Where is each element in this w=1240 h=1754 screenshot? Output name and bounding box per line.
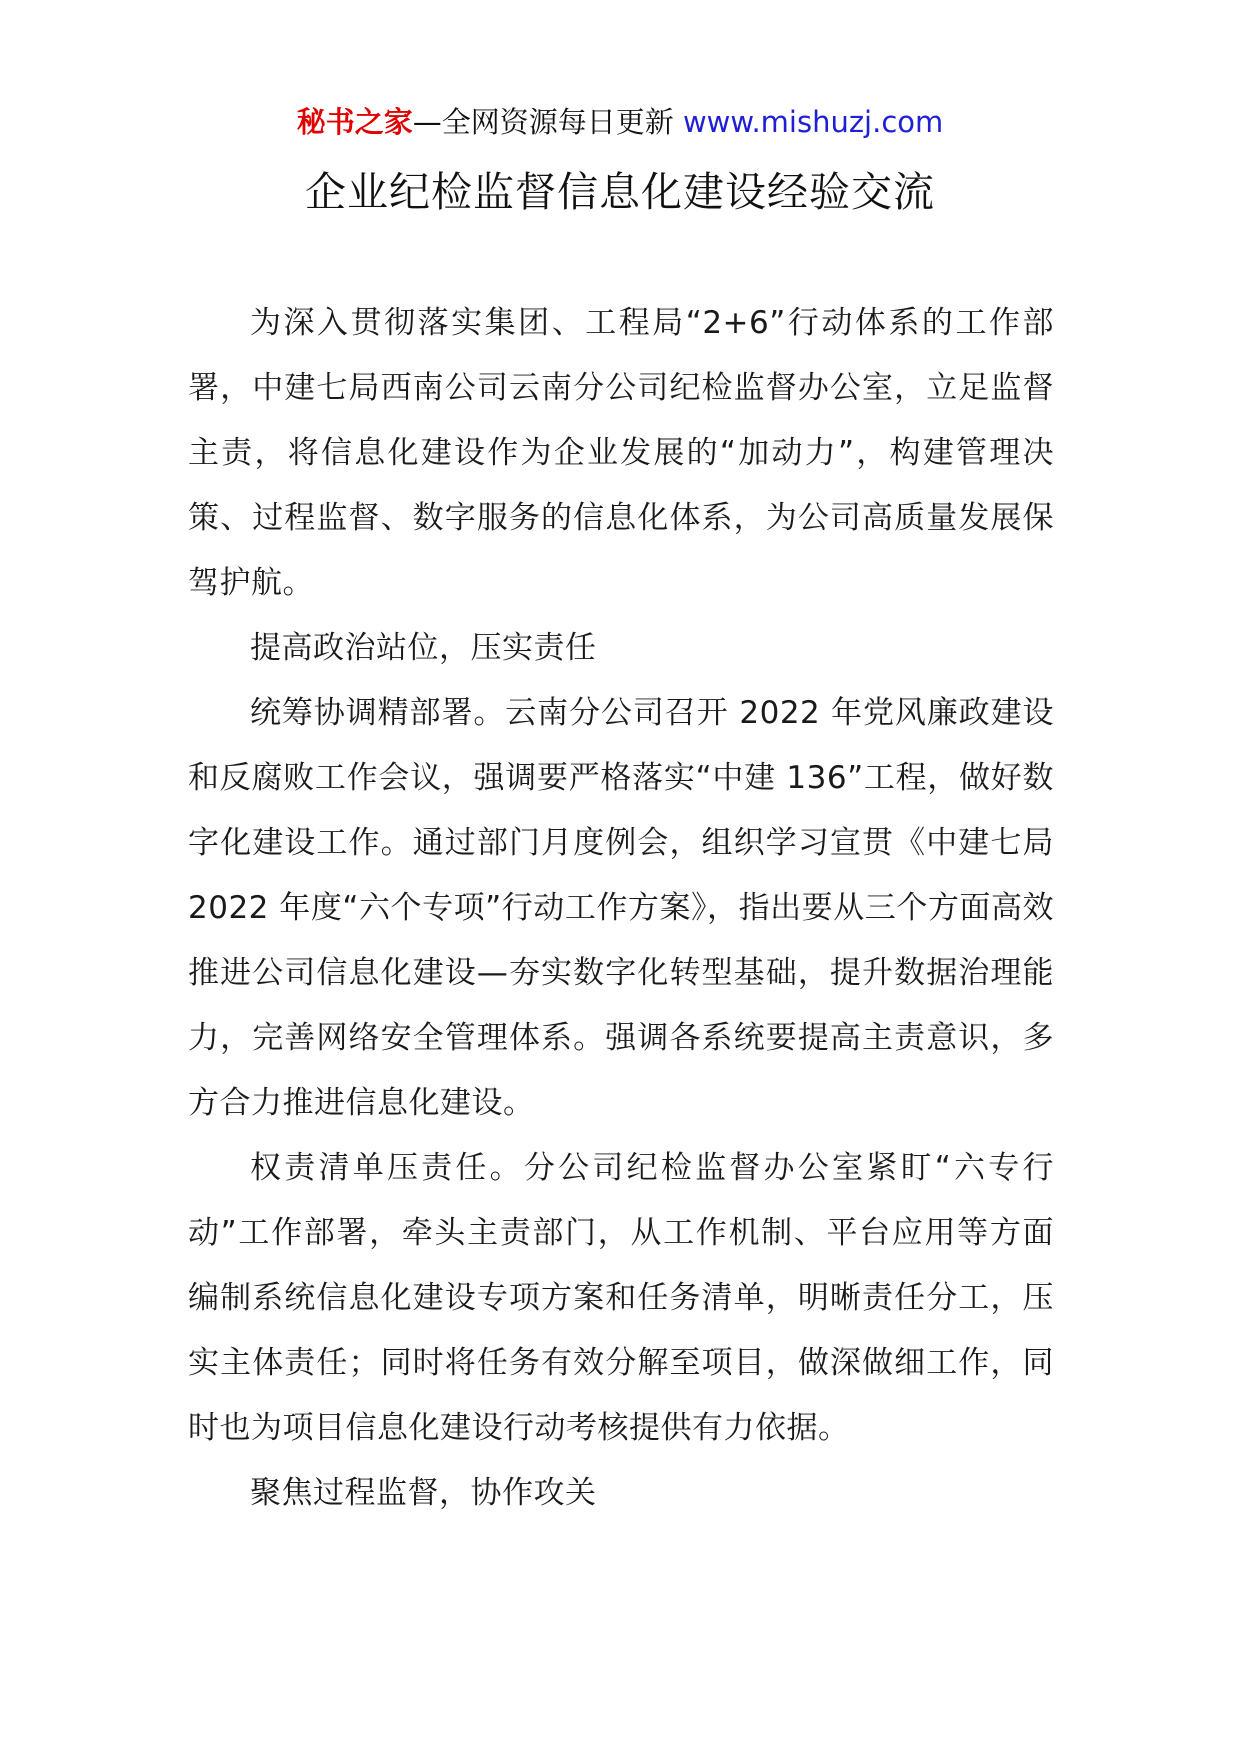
document-body [188, 291, 1054, 1526]
section-heading-process-supervision: 聚焦过程监督，协作攻关 [250, 1475, 597, 1511]
paragraph-coordination: 统筹协调精部署。云南分公司召开 2022 年党风廉政建设和反腐败工作会议，强调要严格落实“中建 136”工程，做好数字化建设工作。通过部门月度例会，组织学习宣贯《中建七局 2022 年度“六个专项”行动工作方案》，指出要从三个方面高效推进公司信息化建设—夯实数字化转型基础，提升数据治理能力，完善网络安全管理体系。强调各系统要提高主责意识，多方合力推进信息化建设。 [188, 695, 1054, 1121]
document-title: 企业纪检监督信息化建设经验交流 [305, 168, 935, 216]
site-url-link[interactable]: www.mishuzj.com [682, 105, 944, 139]
brand-name: 秘书之家 [296, 105, 413, 139]
paragraph-intro: 为深入贯彻落实集团、工程局“2+6”行动体系的工作部署，中建七局西南公司云南分公司纪检监督办公室，立足监督主责，将信息化建设作为企业发展的“加动力”，构建管理决策、过程监督、数字服务的信息化体系，为公司高质量发展保驾护航。 [188, 305, 1054, 601]
paragraph-responsibility-list: 权责清单压责任。分公司纪检监督办公室紧盯“六专行动”工作部署，牵头主责部门，从工作机制、平台应用等方面编制系统信息化建设专项方案和任务清单，明晰责任分工，压实主体责任；同时将任务有效分解至项目，做深做细工作，同时也为项目信息化建设行动考核提供有力依据。 [188, 1150, 1054, 1446]
site-banner [0, 100, 1240, 144]
brand-slogan: —全网资源每日更新 [412, 105, 674, 139]
section-heading-political-stance: 提高政治站位，压实责任 [250, 630, 597, 666]
